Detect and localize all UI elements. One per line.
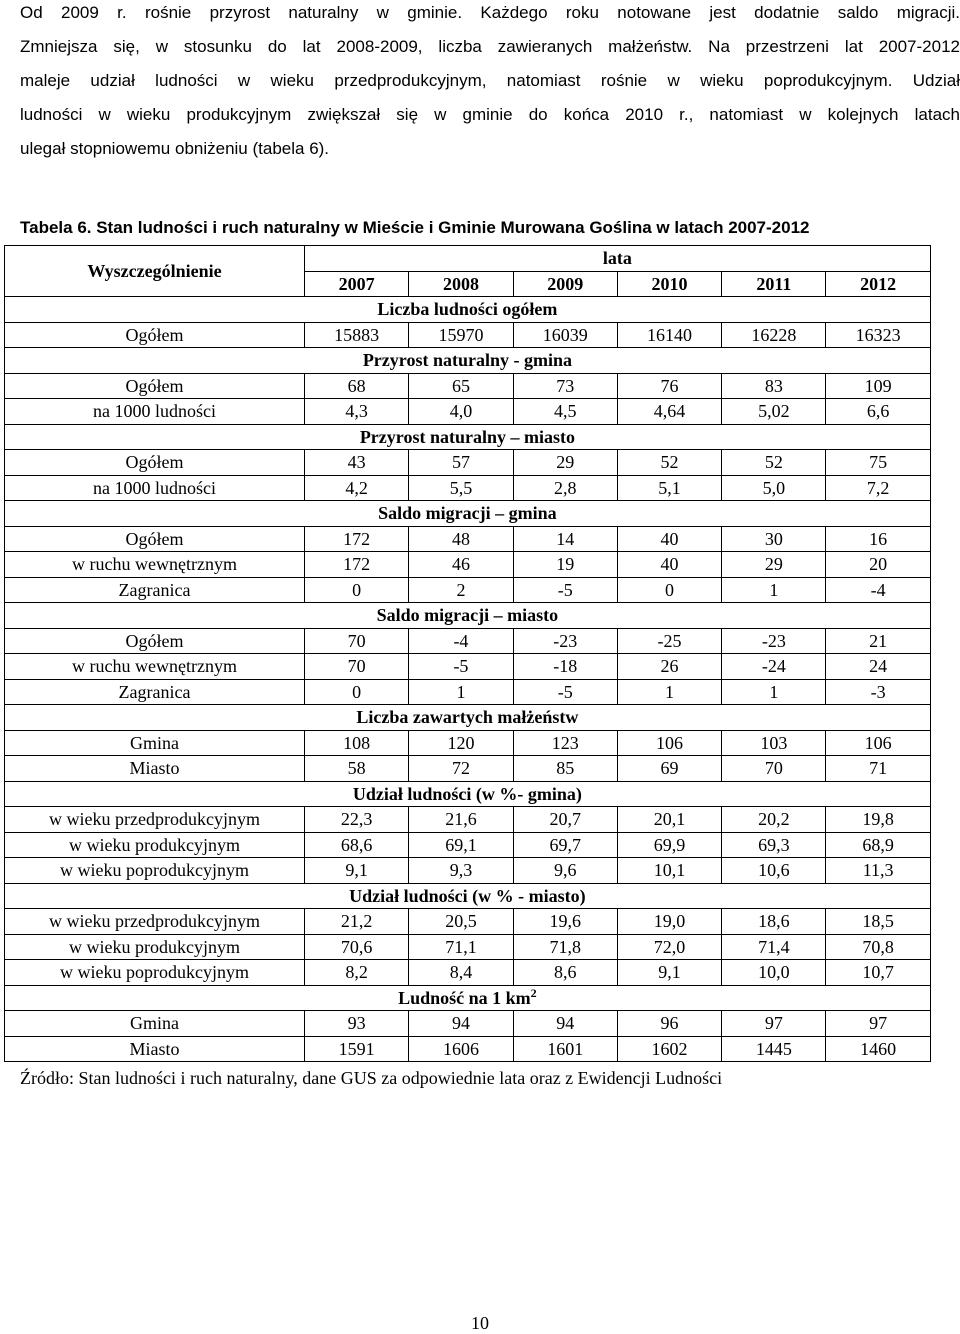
table-row	[5, 654, 931, 680]
table-row	[5, 399, 931, 425]
table-cell: 10,0	[722, 960, 826, 986]
source-note: Źródło: Stan ludności i ruch naturalny, dane GUS za odpowiednie lata oraz z Ewidencji Ludności	[20, 1068, 723, 1088]
table-cell: 1	[617, 679, 721, 705]
table-row	[5, 730, 931, 756]
section-title-text: Liczba ludności ogółem	[377, 299, 558, 320]
year-header: 2007	[305, 271, 409, 297]
table-row	[5, 832, 931, 858]
row-label: Ogółem	[5, 526, 305, 552]
table-cell: 72	[409, 756, 513, 782]
year-header: 2011	[722, 271, 826, 297]
table-cell: -4	[826, 577, 930, 603]
table-cell: 7,2	[826, 475, 930, 501]
table-row	[5, 756, 931, 782]
table-cell: -18	[513, 654, 617, 680]
table-cell: 65	[409, 373, 513, 399]
section-row	[5, 501, 931, 527]
table-cell: 4,5	[513, 399, 617, 425]
section-row	[5, 883, 931, 909]
table-row	[5, 679, 931, 705]
table-cell: 52	[722, 450, 826, 476]
table-cell: 106	[826, 730, 930, 756]
table-cell: 4,0	[409, 399, 513, 425]
row-label: Gmina	[5, 730, 305, 756]
table-cell: 16228	[722, 322, 826, 348]
section-title-text: Udział ludności (w % - miasto)	[349, 885, 586, 906]
table-cell: 70,8	[826, 934, 930, 960]
table-body	[5, 297, 931, 1062]
section-row	[5, 985, 931, 1011]
table-cell: -5	[513, 577, 617, 603]
table-cell: 76	[617, 373, 721, 399]
table-cell: 73	[513, 373, 617, 399]
table-cell: 5,1	[617, 475, 721, 501]
table-row	[5, 909, 931, 935]
table-row	[5, 450, 931, 476]
table-row	[5, 1036, 931, 1062]
table-cell: -5	[409, 654, 513, 680]
table-cell: 19,6	[513, 909, 617, 935]
table-header-row	[5, 246, 931, 272]
table-cell: 40	[617, 526, 721, 552]
table-cell: 5,0	[722, 475, 826, 501]
table-cell: 20,2	[722, 807, 826, 833]
table-cell: 71,8	[513, 934, 617, 960]
table-cell: 69,9	[617, 832, 721, 858]
row-label: na 1000 ludności	[5, 399, 305, 425]
section-title-text: Przyrost naturalny - gmina	[362, 350, 572, 371]
section-title	[5, 985, 931, 1011]
table-cell: 16140	[617, 322, 721, 348]
table-cell: 94	[409, 1011, 513, 1037]
table-cell: 108	[305, 730, 409, 756]
row-label: Ogółem	[5, 322, 305, 348]
table-cell: 19,0	[617, 909, 721, 935]
section-title	[5, 603, 931, 629]
table-cell: 19,8	[826, 807, 930, 833]
table-cell: 9,1	[617, 960, 721, 986]
table-cell: 16323	[826, 322, 930, 348]
year-header: 2009	[513, 271, 617, 297]
table-cell: 109	[826, 373, 930, 399]
table-cell: 123	[513, 730, 617, 756]
table-cell: 14	[513, 526, 617, 552]
table-cell: 21,2	[305, 909, 409, 935]
section-row	[5, 781, 931, 807]
table-cell: 5,02	[722, 399, 826, 425]
table-cell: 15970	[409, 322, 513, 348]
table-cell: 1	[722, 577, 826, 603]
table-cell: 70	[722, 756, 826, 782]
table-row	[5, 960, 931, 986]
table-cell: 0	[617, 577, 721, 603]
table-row	[5, 577, 931, 603]
table-cell: 21,6	[409, 807, 513, 833]
table-cell: 43	[305, 450, 409, 476]
table-row	[5, 322, 931, 348]
table-cell: 29	[513, 450, 617, 476]
intro-line: maleje udział ludności w wieku przedprodukcyjnym, natomiast rośnie w wieku poprodukcyjnym. Udział	[20, 71, 960, 90]
table-cell: 9,1	[305, 858, 409, 884]
table-cell: 1601	[513, 1036, 617, 1062]
table-cell: 8,4	[409, 960, 513, 986]
table-row	[5, 475, 931, 501]
table-cell: 48	[409, 526, 513, 552]
section-title-text: Udział ludności (w %- gmina)	[352, 783, 582, 804]
section-title-text: Przyrost naturalny – miasto	[359, 426, 575, 447]
population-table	[4, 245, 931, 1062]
table-cell: 4,2	[305, 475, 409, 501]
table-cell: 29	[722, 552, 826, 578]
table-cell: 1445	[722, 1036, 826, 1062]
section-title	[5, 781, 931, 807]
row-label: w wieku przedprodukcyjnym	[5, 909, 305, 935]
section-title-text: Saldo migracji – miasto	[376, 605, 559, 626]
table-cell: 8,6	[513, 960, 617, 986]
year-header: 2008	[409, 271, 513, 297]
row-label: w wieku poprodukcyjnym	[5, 960, 305, 986]
table-cell: -23	[513, 628, 617, 654]
row-label: na 1000 ludności	[5, 475, 305, 501]
table-row	[5, 628, 931, 654]
table-cell: 172	[305, 526, 409, 552]
intro-line: Zmniejsza się, w stosunku do lat 2008-2009, liczba zawieranych małżeństw. Na przestrzeni lat 2007-2012	[20, 37, 960, 56]
table-cell: 22,3	[305, 807, 409, 833]
table-cell: 58	[305, 756, 409, 782]
table-cell: 1591	[305, 1036, 409, 1062]
table-cell: 69,1	[409, 832, 513, 858]
table-cell: 106	[617, 730, 721, 756]
intro-paragraph	[20, 0, 960, 166]
header-group: lata	[305, 246, 931, 272]
row-label: w ruchu wewnętrznym	[5, 654, 305, 680]
year-header: 2012	[826, 271, 930, 297]
intro-line: ulegał stopniowemu obniżeniu (tabela 6).	[20, 139, 330, 158]
section-row	[5, 348, 931, 374]
table-cell: -4	[409, 628, 513, 654]
table-cell: -5	[513, 679, 617, 705]
row-label: w wieku produkcyjnym	[5, 832, 305, 858]
table-cell: 72,0	[617, 934, 721, 960]
table-cell: 1460	[826, 1036, 930, 1062]
row-label: Miasto	[5, 1036, 305, 1062]
table-cell: 20,7	[513, 807, 617, 833]
section-row	[5, 603, 931, 629]
table-cell: 4,3	[305, 399, 409, 425]
table-cell: 68,9	[826, 832, 930, 858]
row-label: Zagranica	[5, 679, 305, 705]
section-title	[5, 297, 931, 323]
table-cell: 2	[409, 577, 513, 603]
header-label: Wyszczególnienie	[5, 246, 305, 297]
row-label: w wieku poprodukcyjnym	[5, 858, 305, 884]
row-label: Miasto	[5, 756, 305, 782]
table-cell: -3	[826, 679, 930, 705]
table-cell: 68	[305, 373, 409, 399]
section-title-text: Ludność na 1 km	[398, 987, 531, 1008]
table-cell: 57	[409, 450, 513, 476]
table-cell: 8,2	[305, 960, 409, 986]
section-title-text: Liczba zawartych małżeństw	[356, 707, 579, 728]
table-row	[5, 807, 931, 833]
row-label: Ogółem	[5, 450, 305, 476]
table-cell: 10,1	[617, 858, 721, 884]
row-label: w wieku produkcyjnym	[5, 934, 305, 960]
table-cell: 4,64	[617, 399, 721, 425]
table-cell: 30	[722, 526, 826, 552]
table-row	[5, 1011, 931, 1037]
table-cell: -23	[722, 628, 826, 654]
table-cell: 69	[617, 756, 721, 782]
table-cell: 18,5	[826, 909, 930, 935]
row-label: w wieku przedprodukcyjnym	[5, 807, 305, 833]
table-cell: 1	[409, 679, 513, 705]
section-title	[5, 424, 931, 450]
table-cell: 75	[826, 450, 930, 476]
table-cell: 71,4	[722, 934, 826, 960]
row-label: Ogółem	[5, 628, 305, 654]
table-cell: 71,1	[409, 934, 513, 960]
table-cell: 52	[617, 450, 721, 476]
table-cell: 16	[826, 526, 930, 552]
table-caption: Tabela 6. Stan ludności i ruch naturalny w Mieście i Gminie Murowana Goślina w latach 2007-2012	[20, 218, 810, 237]
table-cell: 20,5	[409, 909, 513, 935]
table-cell: 24	[826, 654, 930, 680]
section-row	[5, 424, 931, 450]
section-title	[5, 705, 931, 731]
table-cell: 10,7	[826, 960, 930, 986]
table-cell: 40	[617, 552, 721, 578]
table-row	[5, 934, 931, 960]
table-cell: 85	[513, 756, 617, 782]
table-cell: 68,6	[305, 832, 409, 858]
year-header: 2010	[617, 271, 721, 297]
table-cell: 15883	[305, 322, 409, 348]
table-cell: 16039	[513, 322, 617, 348]
table-cell: 103	[722, 730, 826, 756]
table-cell: 71	[826, 756, 930, 782]
intro-line: Od 2009 r. rośnie przyrost naturalny w gminie. Każdego roku notowane jest dodatnie saldo migracji.	[20, 3, 960, 22]
table-cell: -25	[617, 628, 721, 654]
table-cell: 1	[722, 679, 826, 705]
table-cell: 120	[409, 730, 513, 756]
table-cell: 46	[409, 552, 513, 578]
table-cell: 18,6	[722, 909, 826, 935]
row-label: w ruchu wewnętrznym	[5, 552, 305, 578]
page-number: 10	[471, 1313, 489, 1333]
table-cell: 69,3	[722, 832, 826, 858]
table-cell: 69,7	[513, 832, 617, 858]
row-label: Gmina	[5, 1011, 305, 1037]
table-cell: 172	[305, 552, 409, 578]
section-row	[5, 297, 931, 323]
table-cell: 70	[305, 654, 409, 680]
table-cell: 83	[722, 373, 826, 399]
table-cell: 26	[617, 654, 721, 680]
section-row	[5, 705, 931, 731]
section-title-text: Saldo migracji – gmina	[378, 503, 557, 524]
table-cell: 94	[513, 1011, 617, 1037]
row-label: Zagranica	[5, 577, 305, 603]
table-cell: 96	[617, 1011, 721, 1037]
table-cell: 97	[826, 1011, 930, 1037]
section-title-superscript: 2	[530, 985, 537, 1000]
table-cell: 93	[305, 1011, 409, 1037]
section-title	[5, 501, 931, 527]
table-cell: 10,6	[722, 858, 826, 884]
table-cell: 11,3	[826, 858, 930, 884]
row-label: Ogółem	[5, 373, 305, 399]
table-cell: 1606	[409, 1036, 513, 1062]
table-cell: 0	[305, 577, 409, 603]
table-row	[5, 858, 931, 884]
section-title	[5, 348, 931, 374]
table-cell: 20,1	[617, 807, 721, 833]
section-title	[5, 883, 931, 909]
table-cell: 70,6	[305, 934, 409, 960]
table-cell: 2,8	[513, 475, 617, 501]
table-row	[5, 552, 931, 578]
table-cell: -24	[722, 654, 826, 680]
table-cell: 1602	[617, 1036, 721, 1062]
table-row	[5, 526, 931, 552]
table-cell: 20	[826, 552, 930, 578]
table-cell: 5,5	[409, 475, 513, 501]
table-cell: 6,6	[826, 399, 930, 425]
table-cell: 21	[826, 628, 930, 654]
table-cell: 19	[513, 552, 617, 578]
table-cell: 0	[305, 679, 409, 705]
table-cell: 9,3	[409, 858, 513, 884]
table-cell: 97	[722, 1011, 826, 1037]
table-cell: 9,6	[513, 858, 617, 884]
intro-line: ludności w wieku produkcyjnym zwiększał się w gminie do końca 2010 r., natomiast w kolejnych latach	[20, 105, 960, 124]
table-row	[5, 373, 931, 399]
table-cell: 70	[305, 628, 409, 654]
